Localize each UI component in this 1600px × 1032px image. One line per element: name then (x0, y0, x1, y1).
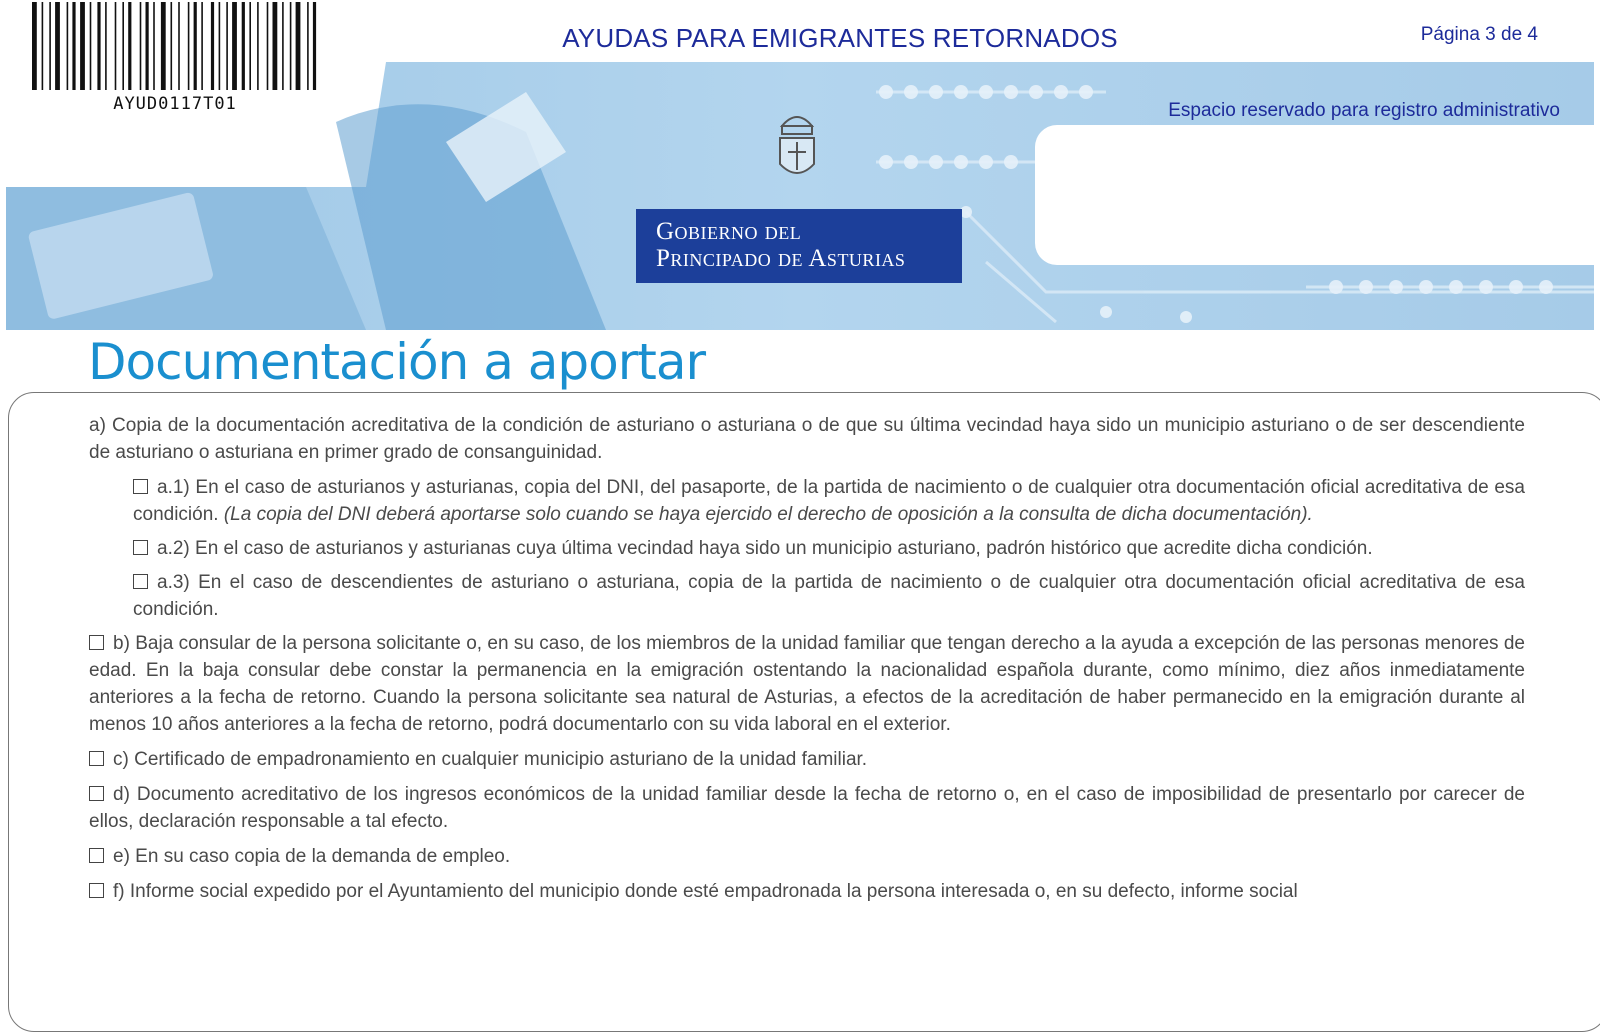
item-e-text: e) En su caso copia de la demanda de empleo. (113, 846, 511, 867)
item-c-checkbox[interactable] (89, 751, 104, 766)
item-a-subitems (133, 474, 1525, 623)
item-b (89, 630, 1525, 738)
coat-of-arms-icon (776, 106, 818, 182)
item-a3 (133, 569, 1525, 623)
item-c-text: c) Certificado de empadronamiento en cualquier municipio asturiano de la unidad familiar. (113, 749, 868, 770)
item-a1-checkbox[interactable] (133, 479, 148, 494)
item-c (89, 746, 1525, 773)
registry-stamp-area (1035, 125, 1595, 265)
item-b-checkbox[interactable] (89, 635, 104, 650)
government-logo-line1: Gobierno del (656, 218, 802, 245)
barcode-code: AYUD0117T01 (113, 94, 237, 114)
item-a3-checkbox[interactable] (133, 574, 148, 589)
item-a: a) Copia de la documentación acreditativa de la condición de asturiano o asturiana o de que su última vecindad haya sido un municipio asturiano o de ser descendiente de asturiano o asturiana en primer grado de consanguinidad. (89, 415, 1525, 463)
item-a1-text: a.1) En el caso de asturianos y asturianas, copia del DNI, del pasaporte, de la partida de nacimiento o de cualquier otra documentación oficial acreditativa de esa condición. (133, 477, 1525, 525)
item-a1-note: (La copia del DNI deberá aportarse solo cuando se haya ejercido el derecho de oposición a la consulta de dicha documentación). (223, 504, 1313, 525)
item-a2-text: a.2) En el caso de asturianos y asturianas cuya última vecindad haya sido un municipio asturiano, padrón histórico que acredite dicha condición. (157, 538, 1373, 559)
registry-label: Espacio reservado para registro administrativo (1168, 100, 1560, 121)
item-f-text: f) Informe social expedido por el Ayuntamiento del municipio donde esté empadronada la persona interesada o, en su defecto, informe social (113, 881, 1298, 902)
item-e-checkbox[interactable] (89, 848, 104, 863)
item-d-text: d) Documento acreditativo de los ingresos económicos de la unidad familiar desde la fecha de retorno o, en el caso de imposibilidad de presentarlo por carecer de ellos, declaración responsable a tal efecto. (89, 784, 1525, 832)
document-list (89, 412, 1525, 913)
item-f (89, 878, 1525, 905)
item-a1 (133, 474, 1525, 528)
item-a2-checkbox[interactable] (133, 540, 148, 555)
item-b-text: b) Baja consular de la persona solicitante o, en su caso, de los miembros de la unidad familiar que tengan derecho a la ayuda a excepción de las personas menores de edad. En la baja consular debe constar la permanencia en la emigración ostentando la nacionalidad española durante, como mínimo, diez años inmediatamente anteriores a la fecha de retorno. Cuando la persona solicitante sea natural de Asturias, a efectos de la acreditación de haber permanecido en la emigración durante al menos 10 años anteriores a la fecha de retorno, podrá documentarlo con su vida laboral en el exterior. (89, 633, 1525, 735)
page-number: Página 3 de 4 (1420, 24, 1538, 45)
item-f-checkbox[interactable] (89, 883, 104, 898)
government-logo-line2: Principado de Asturias (656, 245, 906, 272)
item-a2 (133, 535, 1525, 562)
item-d-checkbox[interactable] (89, 786, 104, 801)
item-e (89, 843, 1525, 870)
item-d (89, 781, 1525, 835)
item-a3-text: a.3) En el caso de descendientes de asturiano o asturiana, copia de la partida de nacimiento o de cualquier otra documentación oficial acreditativa de esa condición. (133, 572, 1525, 620)
section-title: Documentación a aportar (88, 333, 706, 391)
document-title: AYUDAS PARA EMIGRANTES RETORNADOS (562, 23, 1118, 53)
government-logo (636, 209, 962, 283)
